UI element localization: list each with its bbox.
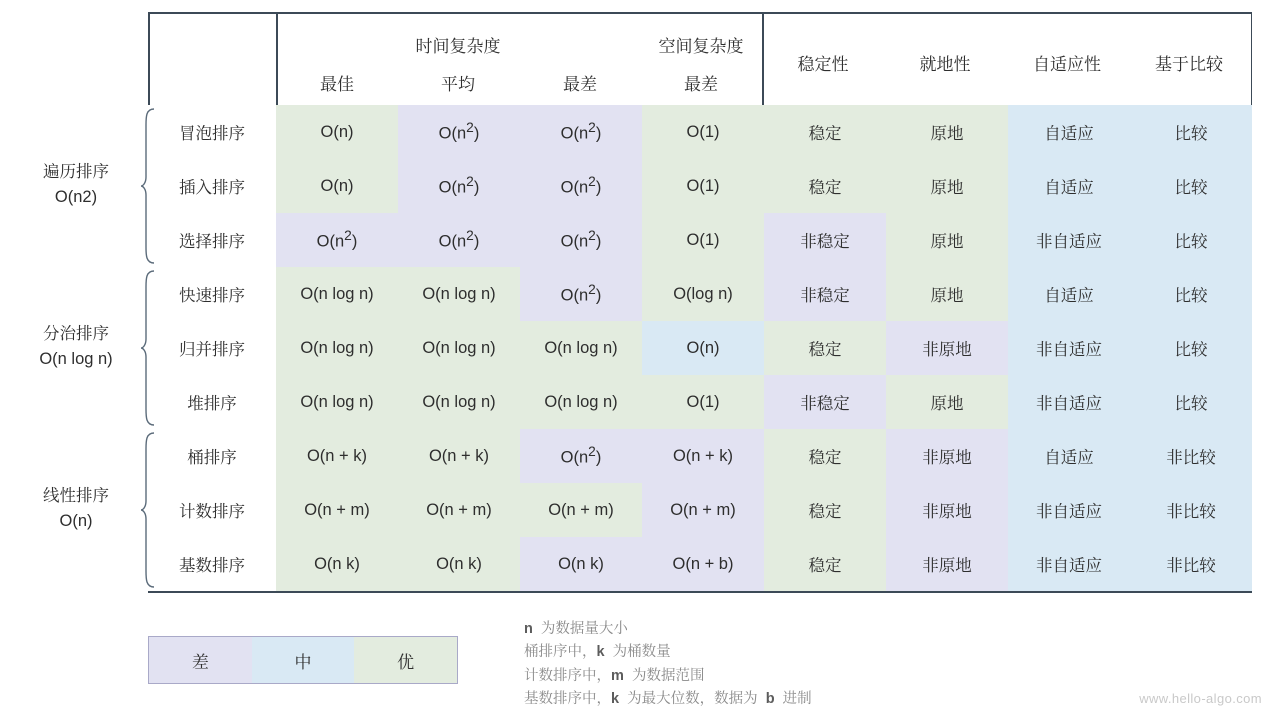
header-stability: 稳定性: [797, 55, 849, 74]
cell-inplace: 非原地: [886, 483, 1008, 537]
legend-bad: 差: [149, 637, 252, 683]
cell-space-worst: O(1): [642, 375, 764, 429]
cell-comparison-based: 比较: [1130, 213, 1252, 267]
header-time-worst: 最差: [563, 75, 597, 94]
notes: [524, 618, 812, 712]
cell-time-worst: $O(n^2)$: [520, 105, 642, 159]
algorithm-name: 冒泡排序: [148, 105, 276, 159]
cell-adaptive: 非自适应: [1008, 375, 1130, 429]
cell-space-worst: O(n + m): [642, 483, 764, 537]
cell-adaptive: 非自适应: [1008, 321, 1130, 375]
cell-stability: 稳定: [764, 159, 886, 213]
note-k-radix: 基数排序中，k 为最大位数，数据为 b 进制: [524, 691, 812, 708]
header-group-time-complexity: 时间复杂度: [415, 37, 501, 56]
cell-time-best: O(n k): [276, 537, 398, 591]
header-group-space-complexity: 空间复杂度: [658, 37, 744, 56]
group-label-traversal-name: 遍历排序: [43, 163, 109, 181]
cell-inplace: 原地: [886, 375, 1008, 429]
cell-time-best: O(n + m): [276, 483, 398, 537]
cell-inplace: 原地: [886, 105, 1008, 159]
brace-group-traversal: [140, 107, 156, 265]
algorithm-name: 基数排序: [148, 537, 276, 591]
brace-group-linear: [140, 431, 156, 589]
cell-stability: 稳定: [764, 537, 886, 591]
header-space-worst: 最差: [684, 75, 718, 94]
cell-time-worst: O(n log n): [520, 321, 642, 375]
note-k-bucket: 桶排序中，k 为桶数量: [524, 644, 671, 661]
cell-inplace: 非原地: [886, 429, 1008, 483]
table-row: [148, 105, 1252, 159]
cell-stability: 非稳定: [764, 375, 886, 429]
cell-adaptive: 自适应: [1008, 105, 1130, 159]
cell-time-worst: $O(n^2)$: [520, 213, 642, 267]
table-top-rule: [148, 12, 1252, 14]
cell-adaptive: 非自适应: [1008, 537, 1130, 591]
watermark: www.hello-algo.com: [1139, 691, 1262, 706]
group-label-divide-conquer-complexity: O(n log n): [39, 349, 113, 368]
legend: [148, 636, 458, 684]
cell-stability: 稳定: [764, 429, 886, 483]
cell-time-worst: O(n log n): [520, 375, 642, 429]
algorithm-name: 堆排序: [148, 375, 276, 429]
cell-space-worst: O(1): [642, 213, 764, 267]
note-m-counting: 计数排序中，m 为数据范围: [524, 667, 705, 684]
algorithm-name: 归并排序: [148, 321, 276, 375]
algorithm-name: 选择排序: [148, 213, 276, 267]
cell-stability: 非稳定: [764, 267, 886, 321]
table-row: [148, 537, 1252, 591]
cell-comparison-based: 比较: [1130, 321, 1252, 375]
cell-time-best: O(n log n): [276, 375, 398, 429]
table-row: [148, 321, 1252, 375]
cell-space-worst: O(log n): [642, 267, 764, 321]
cell-adaptive: 自适应: [1008, 159, 1130, 213]
comparison-body: [148, 105, 1252, 591]
header-time-average: 平均: [441, 75, 475, 94]
cell-comparison-based: 比较: [1130, 267, 1252, 321]
cell-space-worst: O(1): [642, 159, 764, 213]
cell-stability: 非稳定: [764, 213, 886, 267]
header-adaptive: 自适应性: [1033, 55, 1101, 74]
algorithm-name: 快速排序: [148, 267, 276, 321]
group-label-traversal-complexity: O(n2): [54, 187, 98, 206]
cell-time-average: O(n log n): [398, 267, 520, 321]
cell-space-worst: O(n + b): [642, 537, 764, 591]
cell-time-best: O(n): [276, 105, 398, 159]
header-time-best: 最佳: [320, 75, 354, 94]
algorithm-name: 桶排序: [148, 429, 276, 483]
cell-inplace: 原地: [886, 159, 1008, 213]
legend-good: 优: [354, 637, 457, 683]
cell-comparison-based: 非比较: [1130, 429, 1252, 483]
cell-time-best: O(n log n): [276, 321, 398, 375]
cell-time-best: O(n + k): [276, 429, 398, 483]
legend-mid: 中: [252, 637, 355, 683]
cell-comparison-based: 非比较: [1130, 483, 1252, 537]
cell-stability: 稳定: [764, 483, 886, 537]
cell-comparison-based: 比较: [1130, 105, 1252, 159]
cell-space-worst: O(n): [642, 321, 764, 375]
table-row: [148, 375, 1252, 429]
cell-time-worst: $O(n^2)$: [520, 159, 642, 213]
table-row: [148, 267, 1252, 321]
cell-time-average: O(n + m): [398, 483, 520, 537]
cell-time-best: O(n log n): [276, 267, 398, 321]
algorithm-name: 插入排序: [148, 159, 276, 213]
cell-inplace: 原地: [886, 267, 1008, 321]
cell-time-worst: $O(n^2)$: [520, 429, 642, 483]
cell-time-best: O(n): [276, 159, 398, 213]
cell-inplace: 非原地: [886, 537, 1008, 591]
cell-time-average: O(n + k): [398, 429, 520, 483]
cell-comparison-based: 比较: [1130, 375, 1252, 429]
table-row: [148, 159, 1252, 213]
cell-time-worst: $O(n^2)$: [520, 267, 642, 321]
algorithm-name: 计数排序: [148, 483, 276, 537]
group-label-traversal: [16, 160, 136, 210]
cell-time-average: $O(n^2)$: [398, 159, 520, 213]
cell-stability: 稳定: [764, 321, 886, 375]
cell-time-average: O(n log n): [398, 375, 520, 429]
cell-time-average: $O(n^2)$: [398, 213, 520, 267]
group-label-linear: [16, 484, 136, 534]
brace-group-divide-conquer: [140, 269, 156, 427]
cell-adaptive: 非自适应: [1008, 213, 1130, 267]
header-comparison-based: 基于比较: [1155, 55, 1223, 74]
cell-time-average: $O(n^2)$: [398, 105, 520, 159]
cell-time-best: $O(n^2)$: [276, 213, 398, 267]
group-label-divide-conquer: [16, 322, 136, 372]
cell-time-average: O(n k): [398, 537, 520, 591]
cell-comparison-based: 比较: [1130, 159, 1252, 213]
note-n: n 为数据量大小: [524, 621, 628, 637]
cell-time-worst: O(n k): [520, 537, 642, 591]
cell-time-average: O(n log n): [398, 321, 520, 375]
cell-adaptive: 非自适应: [1008, 483, 1130, 537]
group-label-divide-conquer-name: 分治排序: [43, 325, 109, 343]
table-body: [148, 105, 1252, 591]
table-row: [148, 429, 1252, 483]
table-row: [148, 213, 1252, 267]
cell-space-worst: O(1): [642, 105, 764, 159]
group-label-linear-complexity: O(n): [59, 511, 93, 530]
cell-inplace: 原地: [886, 213, 1008, 267]
table-row: [148, 483, 1252, 537]
cell-time-worst: O(n + m): [520, 483, 642, 537]
cell-adaptive: 自适应: [1008, 267, 1130, 321]
cell-comparison-based: 非比较: [1130, 537, 1252, 591]
cell-space-worst: O(n + k): [642, 429, 764, 483]
group-label-linear-name: 线性排序: [43, 487, 109, 505]
cell-inplace: 非原地: [886, 321, 1008, 375]
cell-adaptive: 自适应: [1008, 429, 1130, 483]
cell-stability: 稳定: [764, 105, 886, 159]
table-bottom-rule: [148, 591, 1252, 593]
header-inplace: 就地性: [919, 55, 971, 74]
